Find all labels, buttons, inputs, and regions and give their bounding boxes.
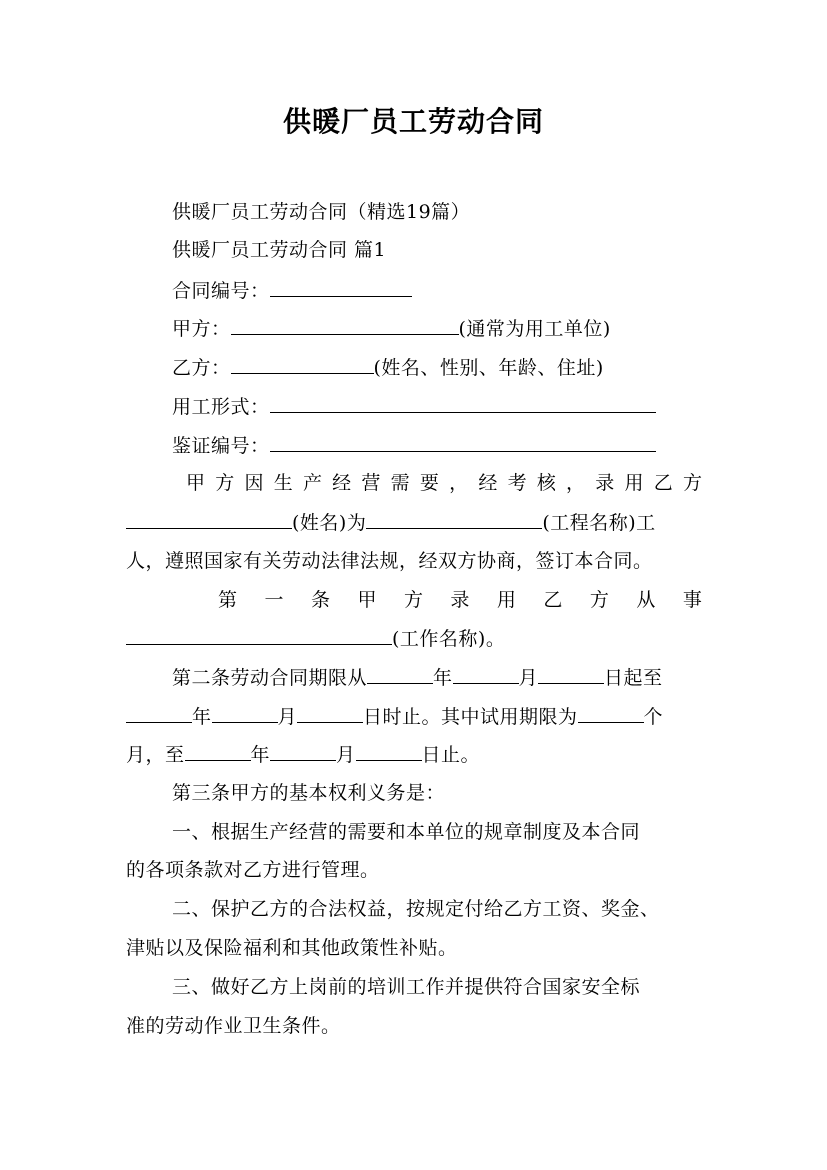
p1-char: 生 [273, 472, 293, 494]
article-2-line-3 [126, 742, 480, 767]
day-blank [538, 665, 604, 684]
p1-char: 核 [536, 472, 556, 494]
p1-char: ， [566, 472, 586, 494]
verify-no-label: 鉴证编号： [172, 435, 270, 457]
art1-line2-text: (工作名称)。 [392, 628, 506, 650]
employment-form-label: 用工形式： [172, 396, 270, 418]
party-b-blank [231, 355, 374, 374]
art1-char: 条 [310, 589, 330, 611]
p1-char: 经 [332, 472, 352, 494]
p1-char: 需 [390, 472, 410, 494]
paragraph-1-line-3: 人，遵照国家有关劳动法律法规，经双方协商，签订本合同。 [126, 550, 653, 572]
art2-l3-end: 日止。 [421, 744, 481, 766]
contract-no-label: 合同编号： [172, 280, 270, 302]
article-1-line-2 [126, 626, 505, 651]
party-b-note: (姓名、性别、年龄、住址) [373, 357, 604, 379]
art1-char: 用 [496, 589, 516, 611]
contract-no-blank [270, 278, 412, 297]
party-a-blank [231, 316, 459, 335]
article-3-title: 第三条甲方的基本权利义务是： [172, 782, 446, 804]
p1-char: 要 [419, 472, 439, 494]
day-from-label: 日起至 [604, 667, 663, 689]
p1-line2-b: (工程名称)工 [542, 512, 656, 534]
art1-char: 事 [682, 589, 702, 611]
year-label: 年 [192, 706, 212, 728]
party-a-row [172, 316, 611, 341]
p1-line2-a: (姓名)为 [292, 512, 367, 534]
month-label: 月 [518, 667, 539, 689]
p1-char: 甲 [186, 472, 206, 494]
art2-l3-text: 月，至 [126, 744, 185, 766]
item-3-line-1: 三、做好乙方上岗前的培训工作并提供符合国家安全标 [172, 976, 641, 998]
party-b-label: 乙方： [172, 357, 231, 379]
art2-end-text: 日时止。其中试用期限为 [363, 706, 578, 728]
art1-char: 方 [589, 589, 609, 611]
probation-months-blank [578, 704, 644, 723]
art1-char: 甲 [357, 589, 377, 611]
ge-label: 个 [643, 706, 664, 728]
p1-char: 方 [682, 472, 702, 494]
month-label: 月 [336, 744, 356, 766]
project-blank [366, 510, 542, 529]
day-blank [356, 742, 422, 761]
month-label: 月 [277, 706, 298, 728]
item-3-line-2: 准的劳动作业卫生条件。 [126, 1015, 341, 1037]
month-blank [453, 665, 519, 684]
art1-char: 乙 [543, 589, 563, 611]
item-1-line-1: 一、根据生产经营的需要和本单位的规章制度及本合同 [172, 821, 641, 843]
verify-no-blank [270, 433, 656, 452]
p1-char: 方 [215, 472, 235, 494]
name-blank [126, 510, 292, 529]
article-2-line-2 [126, 704, 663, 729]
year-label: 年 [250, 744, 271, 766]
day-blank [297, 704, 363, 723]
p1-char: 产 [302, 472, 322, 494]
art1-char: 录 [450, 589, 470, 611]
art2-text: 第二条劳动合同期限从 [172, 667, 368, 689]
document-title: 供暖厂员工劳动合同 [282, 105, 544, 138]
subtitle: 供暖厂员工劳动合同（精选19篇） [172, 201, 471, 223]
year-blank [185, 742, 251, 761]
p1-char: 因 [244, 472, 264, 494]
article-1-line-1 [218, 588, 702, 612]
p1-char: 营 [361, 472, 381, 494]
p1-char: 用 [624, 472, 644, 494]
art1-char: 第 [218, 589, 238, 611]
year-blank [126, 704, 192, 723]
year-blank [367, 665, 433, 684]
item-2-line-2: 津贴以及保险福利和其他政策性补贴。 [126, 937, 458, 959]
party-a-note: (通常为用工单位) [458, 318, 611, 340]
year-label: 年 [433, 667, 453, 689]
section-heading: 供暖厂员工劳动合同 篇1 [172, 239, 387, 261]
p1-char: 录 [595, 472, 615, 494]
month-blank [212, 704, 278, 723]
month-blank [270, 742, 336, 761]
art1-char: 一 [264, 589, 284, 611]
paragraph-1-line-2 [126, 510, 656, 535]
p1-char: ， [449, 472, 469, 494]
art1-char: 方 [403, 589, 423, 611]
item-1-line-2: 的各项条款对乙方进行管理。 [126, 859, 380, 881]
art1-char: 从 [636, 589, 656, 611]
employment-form-blank [270, 394, 656, 413]
item-2-line-1: 二、保护乙方的合法权益，按规定付给乙方工资、奖金、 [172, 898, 660, 920]
job-title-blank [126, 626, 392, 645]
party-a-label: 甲方： [172, 318, 231, 340]
contract-no-row [172, 278, 412, 303]
verify-no-row [172, 433, 656, 458]
party-b-row [172, 355, 604, 380]
employment-form-row [172, 394, 656, 419]
p1-char: 考 [507, 472, 527, 494]
paragraph-1-line-1 [186, 471, 702, 495]
p1-char: 经 [478, 472, 498, 494]
p1-char: 乙 [653, 472, 673, 494]
article-2-line-1 [172, 665, 663, 690]
